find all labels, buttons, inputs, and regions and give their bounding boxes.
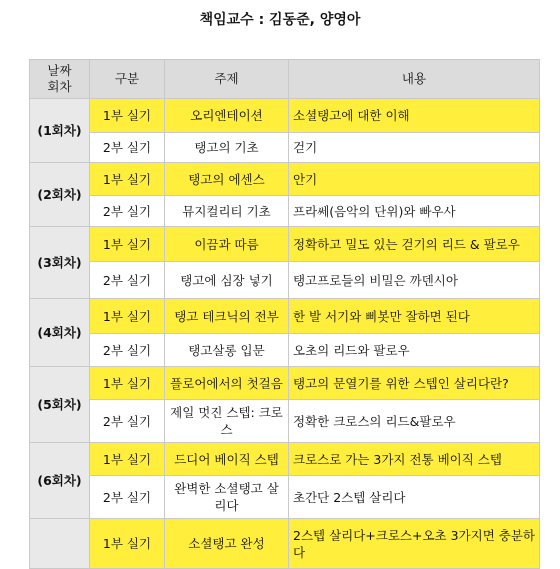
- content-cell: 탱고의 문열기를 위한 스텝인 살리다란?: [289, 367, 540, 400]
- table-row: [30, 262, 540, 299]
- content-cell: 탱고프로들의 비밀은 까덴시아: [289, 262, 540, 299]
- part-cell: 2부 실기: [90, 334, 165, 367]
- topic-cell: 탱고의 에센스: [165, 163, 289, 196]
- page-title: 책임교수 : 김동준, 양영아: [199, 12, 361, 28]
- content-cell: 한 발 서기와 삐봇만 잘하면 된다: [289, 299, 540, 334]
- session-label: (5회차): [30, 367, 90, 443]
- schedule-table: [29, 59, 540, 569]
- part-cell: 1부 실기: [90, 443, 165, 476]
- header-content: 내용: [289, 60, 540, 99]
- part-cell: 2부 실기: [90, 262, 165, 299]
- content-cell: 프라쎄(음악의 단위)와 빠우사: [289, 196, 540, 227]
- session-label: (2회차): [30, 163, 90, 227]
- table-row: [30, 163, 540, 196]
- table-row: [30, 196, 540, 227]
- topic-cell: 탱고살롱 입문: [165, 334, 289, 367]
- part-cell: 1부 실기: [90, 99, 165, 133]
- topic-cell: 탱고의 기초: [165, 133, 289, 163]
- topic-cell: 소셜탱고 완성: [165, 519, 289, 569]
- header-topic: 주제: [165, 60, 289, 99]
- part-cell: 1부 실기: [90, 519, 165, 569]
- content-cell: 걷기: [289, 133, 540, 163]
- table-row: [30, 334, 540, 367]
- part-cell: 2부 실기: [90, 196, 165, 227]
- part-cell: 1부 실기: [90, 227, 165, 262]
- part-cell: 1부 실기: [90, 367, 165, 400]
- table-row: [30, 133, 540, 163]
- table-row: [30, 367, 540, 400]
- table-row: [30, 227, 540, 262]
- topic-cell: 플로어에서의 첫걸음: [165, 367, 289, 400]
- topic-cell: 드디어 베이직 스텝: [165, 443, 289, 476]
- content-cell: 초간단 2스텝 살리다: [289, 476, 540, 519]
- part-cell: 1부 실기: [90, 299, 165, 334]
- table-row: [30, 443, 540, 476]
- table-row: [30, 400, 540, 443]
- schedule-body: [30, 99, 540, 569]
- table-row: [30, 519, 540, 569]
- header-row: [30, 60, 540, 99]
- topic-cell: 뮤지컬리티 기초: [165, 196, 289, 227]
- table-row: [30, 299, 540, 334]
- session-label: (4회차): [30, 299, 90, 367]
- session-label: (6회차): [30, 443, 90, 519]
- topic-cell: 탱고 테크닉의 전부: [165, 299, 289, 334]
- topic-cell: 오리엔테이션: [165, 99, 289, 133]
- session-label: (3회차): [30, 227, 90, 299]
- header-part: 구분: [90, 60, 165, 99]
- part-cell: 2부 실기: [90, 133, 165, 163]
- topic-cell: 제일 멋진 스텝: 크로스: [165, 400, 289, 443]
- content-cell: 소셜탱고에 대한 이해: [289, 99, 540, 133]
- part-cell: 1부 실기: [90, 163, 165, 196]
- content-cell: 정확한 크로스의 리드&팔로우: [289, 400, 540, 443]
- content-cell: 크로스로 가는 3가지 전통 베이직 스텝: [289, 443, 540, 476]
- topic-cell: 이끔과 따름: [165, 227, 289, 262]
- session-label: [30, 519, 90, 569]
- header-session: 날짜 회차: [30, 60, 90, 99]
- table-row: [30, 476, 540, 519]
- table-row: [30, 99, 540, 133]
- part-cell: 2부 실기: [90, 476, 165, 519]
- topic-cell: 탱고에 심장 넣기: [165, 262, 289, 299]
- topic-cell: 완벽한 소셜탱고 살리다: [165, 476, 289, 519]
- content-cell: 오초의 리드와 팔로우: [289, 334, 540, 367]
- part-cell: 2부 실기: [90, 400, 165, 443]
- session-label: (1회차): [30, 99, 90, 163]
- content-cell: 정확하고 밀도 있는 걷기의 리드 & 팔로우: [289, 227, 540, 262]
- content-cell: 안기: [289, 163, 540, 196]
- content-cell: 2스텝 살리다+크로스+오초 3가지면 충분하다: [289, 519, 540, 569]
